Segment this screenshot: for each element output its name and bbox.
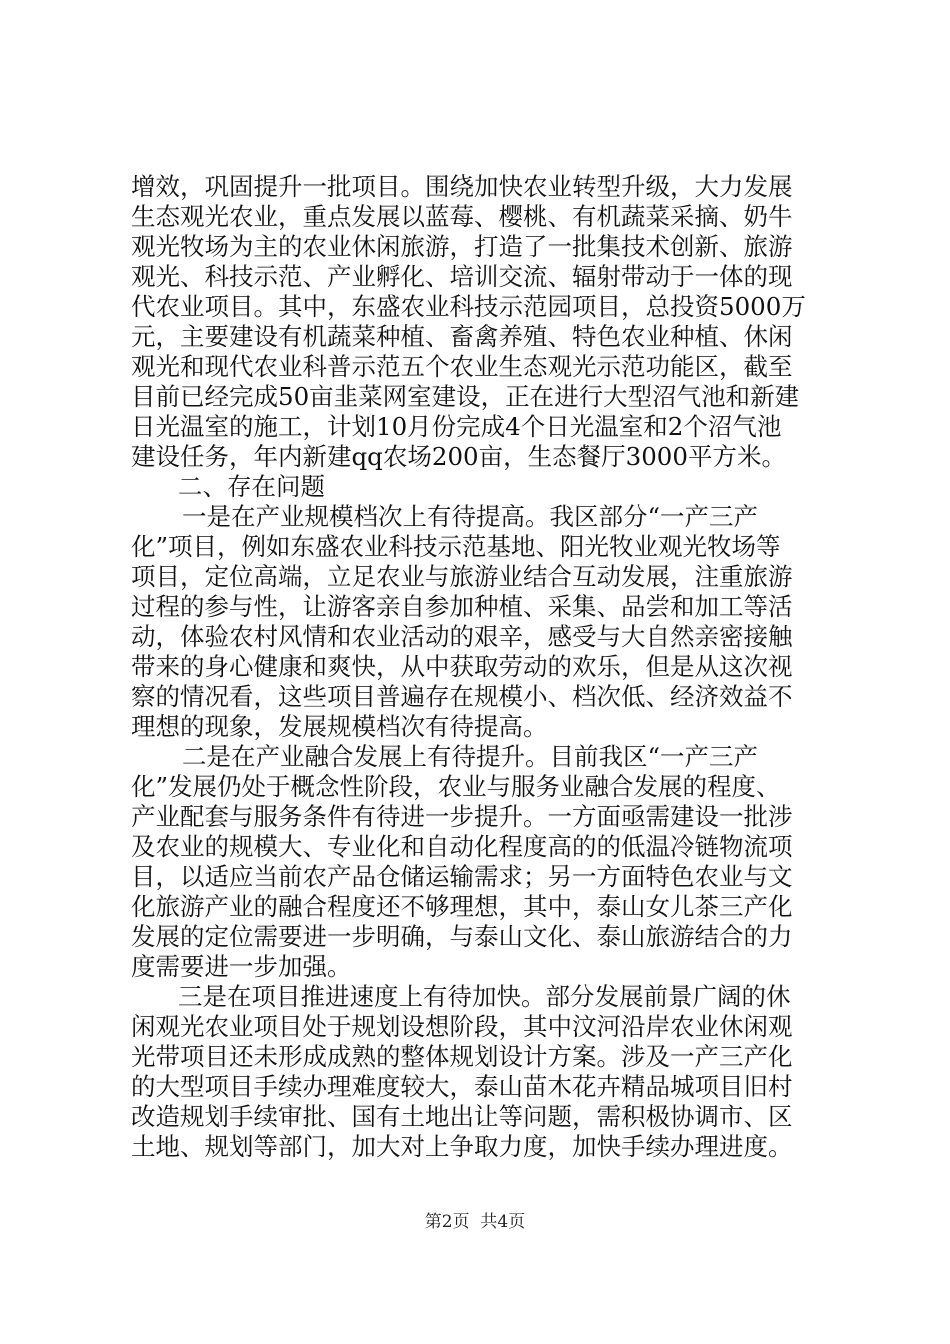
text-line: 日光温室的施工，计划10月份完成4个日光温室和2个沼气池 [131, 412, 782, 441]
text-line: 化”发展仍处于概念性阶段，农业与服务业融合发展的程度、 [131, 772, 781, 801]
text-line: 三是在项目推进速度上有待加快。部分发展前景广阔的休 [178, 982, 791, 1011]
text-line: 代农业项目。其中，东盛农业科技示范园项目，总投资5000万 [131, 292, 806, 321]
text-line: 观光牧场为主的农业休闲旅游，打造了一批集技术创新、旅游 [131, 232, 793, 261]
text-line: 产业配套与服务条件有待进一步提升。一方面亟需建设一批涉 [131, 802, 793, 831]
text-line: 观光和现代农业科普示范五个农业生态观光示范功能区，截至 [131, 352, 793, 381]
text-line: 化”项目，例如东盛农业科技示范基地、阳光牧业观光牧场等 [131, 532, 781, 561]
text-line: 察的情况看，这些项目普遍存在规模小、档次低、经济效益不 [131, 682, 793, 711]
paragraph-3 [131, 742, 831, 982]
paragraph-1 [131, 172, 831, 472]
text-line: 元，主要建设有机蔬菜种植、畜禽养殖、特色农业种植、休闲 [131, 322, 793, 351]
text-line: 理想的现象，发展规模档次有待提高。 [131, 712, 548, 741]
text-line: 目，以适应当前农产品仓储运输需求；另一方面特色农业与文 [131, 862, 793, 891]
text-line: 增效，巩固提升一批项目。围绕加快农业转型升级，大力发展 [131, 172, 793, 201]
text-line: 光带项目还未形成成熟的整体规划设计方案。涉及一产三产化 [131, 1042, 793, 1071]
paragraph-2 [131, 502, 831, 742]
text-line: 生态观光农业，重点发展以蓝莓、樱桃、有机蔬菜采摘、奶牛 [131, 202, 793, 231]
text-line: 发展的定位需要进一步明确，与泰山文化、泰山旅游结合的力 [131, 922, 793, 951]
text-line: 及农业的规模大、专业化和自动化程度高的的低温冷链物流项 [131, 832, 793, 861]
text-line: 过程的参与性，让游客亲自参加种植、采集、品尝和加工等活 [131, 592, 793, 621]
page-footer [0, 1211, 950, 1233]
text-line: 闲观光农业项目处于规划设想阶段，其中汶河沿岸农业休闲观 [131, 1012, 793, 1041]
page-number-label: 第2页 共4页 [424, 1212, 526, 1232]
text-line: 一是在产业规模档次上有待提高。我区部分“一产三产 [182, 502, 759, 531]
document-body [131, 172, 831, 1162]
text-line: 动，体验农村风情和农业活动的艰辛，感受与大自然亲密接触 [131, 622, 793, 651]
text-line: 观光、科技示范、产业孵化、培训交流、辐射带动于一体的现 [131, 262, 793, 291]
text-line: 的大型项目手续办理难度较大，泰山苗木花卉精品城项目旧村 [131, 1072, 793, 1101]
text-line: 度需要进一步加强。 [131, 952, 352, 981]
text-line: 化旅游产业的融合程度还不够理想，其中，泰山女儿茶三产化 [131, 892, 793, 921]
paragraph-4 [131, 982, 831, 1162]
text-line: 目前已经完成50亩韭菜网室建设，正在进行大型沼气池和新建 [131, 382, 800, 411]
text-line: 项目，定位高端，立足农业与旅游业结合互动发展，注重旅游 [131, 562, 793, 591]
text-line: 二是在产业融合发展上有待提升。目前我区“一产三产 [182, 742, 759, 771]
text-line: 带来的身心健康和爽快，从中获取劳动的欢乐，但是从这次视 [131, 652, 793, 681]
section-heading: 二、存在问题 [178, 472, 325, 501]
text-line: 土地、规划等部门，加大对上争取力度，加快手续办理进度。 [131, 1132, 793, 1161]
text-line: 建设任务，年内新建qq农场200亩，生态餐厅3000平方米。 [131, 442, 786, 471]
text-line: 改造规划手续审批、国有土地出让等问题，需积极协调市、区 [131, 1102, 793, 1131]
